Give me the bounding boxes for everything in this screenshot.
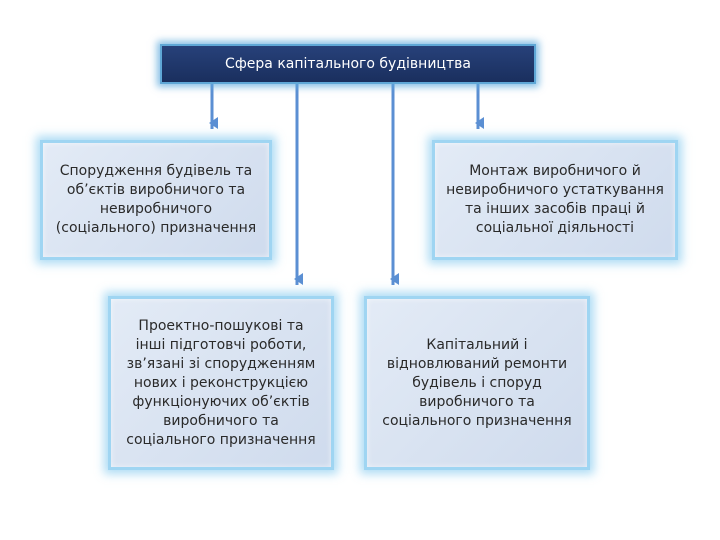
node-capital-repair bbox=[364, 296, 590, 470]
diagram-root-title: Сфера капітального будівництва bbox=[225, 56, 471, 72]
node-equipment-installation bbox=[432, 140, 678, 260]
node-design-survey-works bbox=[108, 296, 334, 470]
node-equipment-installation-label: Монтаж виробничого й невиробничого устаткування та інших засобів праці й соціальної діяльності bbox=[446, 163, 664, 236]
node-construction-buildings-label: Спорудження будівель та об’єктів виробничого та невиробничого (соціального) призначення bbox=[55, 163, 257, 236]
node-design-survey-works-label: Проектно-пошукові та інші підготовчі роботи, зв’язані зі спорудженням нових і реконструкцією функціонуючих об’єктів виробничого та соціального призначення bbox=[126, 317, 316, 448]
node-construction-buildings bbox=[40, 140, 272, 260]
diagram-root-node bbox=[160, 44, 536, 84]
node-capital-repair-label: Капітальний і відновлюваний ремонти будівель і споруд виробничого та соціального призначення bbox=[382, 336, 572, 429]
